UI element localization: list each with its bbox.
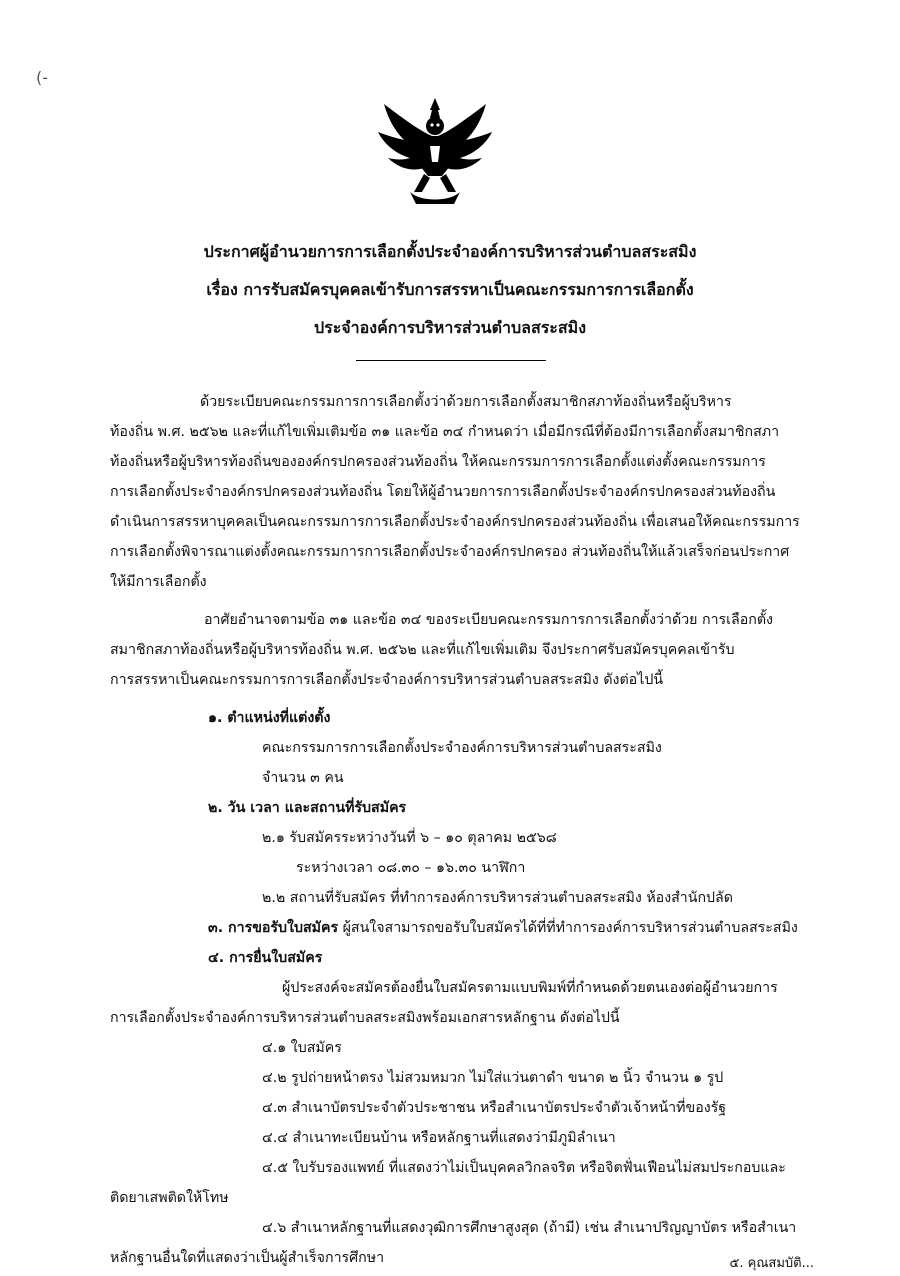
section4-item-cont: ติดยาเสพติดให้โทษ (110, 1190, 229, 1206)
para1-line: ด้วยระเบียบคณะกรรมการการเลือกตั้งว่าด้วยการเลือกตั้งสมาชิกสภาท้องถิ่นหรือผู้บริหาร (200, 394, 732, 410)
section4-item: ๔.๖ สำเนาหลักฐานที่แสดงวุฒิการศึกษาสูงสุด (ถ้ามี) เช่น สำเนาปริญญาบัตร หรือสำเนา (262, 1220, 797, 1236)
section2-heading: ๒. วัน เวลา และสถานที่รับสมัคร (208, 800, 407, 816)
para2-line: สมาชิกสภาท้องถิ่นหรือผู้บริหารท้องถิ่น พ.ศ. ๒๕๖๒ และที่แก้ไขเพิ่มเติม จึงประกาศรับสมัครบุคคลเข้ารับ (110, 642, 735, 658)
announcement-subject-cont: ประจำองค์การบริหารส่วนตำบลสระสมิง (313, 318, 587, 337)
section2-line: ๒.๑ รับสมัครระหว่างวันที่ ๖ – ๑๐ ตุลาคม ๒๕๖๘ (262, 830, 557, 846)
section2-line: ระหว่างเวลา ๐๘.๓๐ – ๑๖.๓๐ นาฬิกา (296, 860, 526, 876)
para1-line: ท้องถิ่น พ.ศ. ๒๕๖๒ และที่แก้ไขเพิ่มเติมข้อ ๓๑ และข้อ ๓๔ กำหนดว่า เมื่อมีกรณีที่ต้องมีการเลือกตั้งสมาชิกสภา (110, 424, 780, 440)
section4-item: ๔.๒ รูปถ่ายหน้าตรง ไม่สวมหมวก ไม่ใส่แว่นตาดำ ขนาด ๒ นิ้ว จำนวน ๑ รูป (262, 1070, 724, 1086)
announcement-title: ประกาศผู้อำนวยการการเลือกตั้งประจำองค์การบริหารส่วนตำบลสระสมิง (203, 242, 697, 261)
section2-line: ๒.๒ สถานที่รับสมัคร ที่ทำการองค์การบริหารส่วนตำบลสระสมิง ห้องสำนักปลัด (262, 890, 733, 906)
garuda-emblem-icon (370, 96, 500, 208)
para1-line: การเลือกตั้งประจำองค์กรปกครองส่วนท้องถิ่น โดยให้ผู้อำนวยการการเลือกตั้งประจำองค์กรปกครองส่วนท้องถิ่น (110, 484, 776, 500)
para1-line: ดำเนินการสรรหาบุคคลเป็นคณะกรรมการการเลือกตั้งประจำองค์กรปกครองส่วนท้องถิ่น เพื่อเสนอให้คณะกรรมการ (110, 514, 800, 530)
continued-marker: ๕. คุณสมบัติ... (729, 1256, 814, 1271)
section1-line: คณะกรรมการการเลือกตั้งประจำองค์การบริหารส่วนตำบลสระสมิง (262, 740, 662, 756)
para1-line: ท้องถิ่นหรือผู้บริหารท้องถิ่นขององค์กรปกครองส่วนท้องถิ่น ให้คณะกรรมการการเลือกตั้งแต่งตั้งคณะกรรมการ (110, 454, 766, 470)
para2-line: อาศัยอำนาจตามข้อ ๓๑ และข้อ ๓๔ ของระเบียบคณะกรรมการการเลือกตั้งว่าด้วย การเลือกตั้ง (204, 612, 773, 628)
section1-line: จำนวน ๓ คน (262, 770, 344, 786)
section4-intro: ผู้ประสงค์จะสมัครต้องยื่นใบสมัครตามแบบพิมพ์ที่กำหนดด้วยตนเองต่อผู้อำนวยการ (282, 980, 778, 996)
title-divider (356, 360, 546, 361)
section4-item: ๔.๑ ใบสมัคร (262, 1040, 342, 1056)
para1-line: การเลือกตั้งพิจารณาแต่งตั้งคณะกรรมการการเลือกตั้งประจำองค์กรปกครอง ส่วนท้องถิ่นให้แล้วเสร็จก่อนประกาศ (110, 544, 790, 560)
section4-item-cont: หลักฐานอื่นใดที่แสดงว่าเป็นผู้สำเร็จการศึกษา (110, 1250, 385, 1266)
section1-heading: ๑. ตำแหน่งที่แต่งตั้ง (208, 710, 331, 726)
section3-line (208, 916, 798, 940)
para2-line: การสรรหาเป็นคณะกรรมการการเลือกตั้งประจำองค์การบริหารส่วนตำบลสระสมิง ดังต่อไปนี้ (110, 672, 664, 688)
stray-mark: (- (36, 68, 49, 87)
announcement-subject: เรื่อง การรับสมัครบุคคลเข้ารับการสรรหาเป็นคณะกรรมการการเลือกตั้ง (206, 280, 694, 299)
section4-item: ๔.๓ สำเนาบัตรประจำตัวประชาชน หรือสำเนาบัตรประจำตัวเจ้าหน้าที่ของรัฐ (262, 1100, 727, 1116)
section3-heading: ๓. การขอรับใบสมัคร (208, 920, 339, 936)
para1-line: ให้มีการเลือกตั้ง (110, 574, 207, 590)
section4-item: ๔.๕ ใบรับรองแพทย์ ที่แสดงว่าไม่เป็นบุคคลวิกลจริต หรือจิตฟั่นเฟือนไม่สมประกอบและ (262, 1160, 786, 1176)
section4-item: ๔.๔ สำเนาทะเบียนบ้าน หรือหลักฐานที่แสดงว่ามีภูมิลำเนา (262, 1130, 616, 1146)
section4-intro: การเลือกตั้งประจำองค์การบริหารส่วนตำบลสระสมิงพร้อมเอกสารหลักฐาน ดังต่อไปนี้ (110, 1010, 620, 1026)
section4-heading: ๔. การยื่นใบสมัคร (208, 950, 323, 966)
section3-text: ผู้สนใจสามารถขอรับใบสมัครได้ที่ที่ทำการองค์การบริหารส่วนตำบลสระสมิง (338, 920, 798, 936)
